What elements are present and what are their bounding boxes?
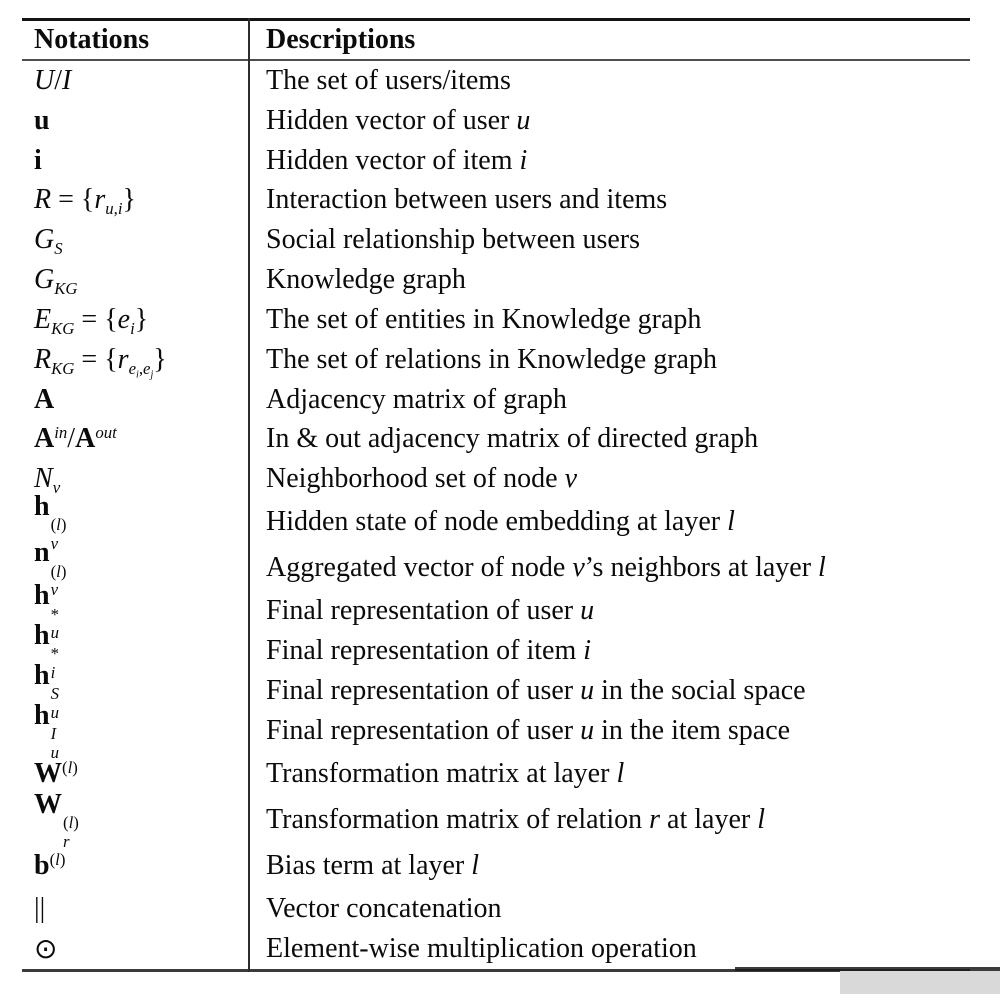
scan-artifact-rect — [840, 971, 1000, 994]
description-cell: Aggregated vector of node v’s neighbors at layer l — [266, 552, 826, 584]
description-cell: Neighborhood set of node v — [266, 463, 578, 495]
description-cell: Adjacency matrix of graph — [266, 383, 567, 415]
notation-cell: U/I — [34, 64, 72, 96]
column-divider-rule — [248, 18, 250, 972]
description-cell: Knowledge graph — [266, 264, 466, 296]
table-header-row — [22, 21, 970, 59]
description-cell: Element-wise multiplication operation — [266, 933, 697, 965]
notation-cell: $A^{in}/A^{out}$ — [34, 423, 117, 455]
table-row — [22, 788, 970, 851]
notation-cell: i — [34, 144, 42, 176]
table-row — [22, 141, 970, 181]
notation-cell: h * u — [34, 580, 59, 643]
table-row — [22, 419, 970, 459]
description-cell: Social relationship between users — [266, 224, 641, 256]
notation-cell: $W^{(l)}$ — [34, 757, 78, 789]
notation-cell: h S u — [34, 659, 59, 722]
description-cell: Final representation of user u in the social space — [266, 675, 806, 707]
table-row — [22, 61, 970, 101]
notation-table — [22, 18, 970, 972]
table-row — [22, 220, 970, 260]
notation-cell: $G_{KG}$ — [34, 264, 78, 298]
table-row — [22, 180, 970, 220]
notation-cell: || — [34, 893, 46, 925]
description-cell: Hidden vector of item i — [266, 144, 528, 176]
notation-cell: n (l) v — [34, 537, 67, 600]
notation-cell: $b^{(l)}$ — [34, 850, 66, 882]
notation-cell: h (l) v — [34, 491, 67, 553]
description-cell: Bias term at layer l — [266, 850, 480, 882]
header-notations-label: Notations — [34, 24, 150, 55]
table-row — [22, 889, 970, 929]
description-cell: Final representation of user u — [266, 595, 595, 627]
description-cell: The set of relations in Knowledge graph — [266, 343, 717, 375]
notation-cell: $R = \{r_{u,i}\}$ — [34, 184, 136, 219]
description-cell: The set of entities in Knowledge graph — [266, 303, 702, 335]
notation-cell: h I u — [34, 699, 59, 762]
notation-cell: $R_{KG} = \{r_{e_i,e_j}\}$ — [34, 343, 167, 381]
notation-cell: $N_v$ — [34, 463, 61, 498]
description-cell: The set of users/items — [266, 64, 511, 96]
description-cell: Interaction between users and items — [266, 184, 668, 216]
description-cell: Hidden vector of user u — [266, 104, 531, 136]
table-row — [22, 260, 970, 300]
notation-cell: ⊙ — [34, 932, 58, 966]
header-descriptions-label: Descriptions — [266, 24, 416, 55]
notation-cell: $G_S$ — [34, 224, 63, 259]
notation-cell: $E_{KG} = \{e_i\}$ — [34, 303, 149, 338]
notation-cell: A — [34, 383, 55, 415]
notation-cell: u — [34, 104, 50, 136]
table-row — [22, 300, 970, 340]
table-row — [22, 699, 970, 762]
description-cell: Transformation matrix of relation r at layer l — [266, 804, 765, 836]
notation-cell: W (l) r — [34, 788, 79, 851]
description-cell: Vector concatenation — [266, 893, 502, 925]
table-body — [22, 61, 970, 969]
table-row — [22, 340, 970, 380]
description-cell: Hidden state of node embedding at layer l — [266, 506, 735, 538]
table-row — [22, 843, 970, 889]
notation-cell: h * i — [34, 620, 59, 682]
description-cell: Transformation matrix at layer l — [266, 757, 625, 789]
description-cell: Final representation of user u in the item space — [266, 714, 791, 746]
description-cell: In & out adjacency matrix of directed graph — [266, 423, 759, 455]
table-row — [22, 380, 970, 420]
description-cell: Final representation of item i — [266, 635, 592, 667]
table-row — [22, 929, 970, 969]
table-row — [22, 101, 970, 141]
